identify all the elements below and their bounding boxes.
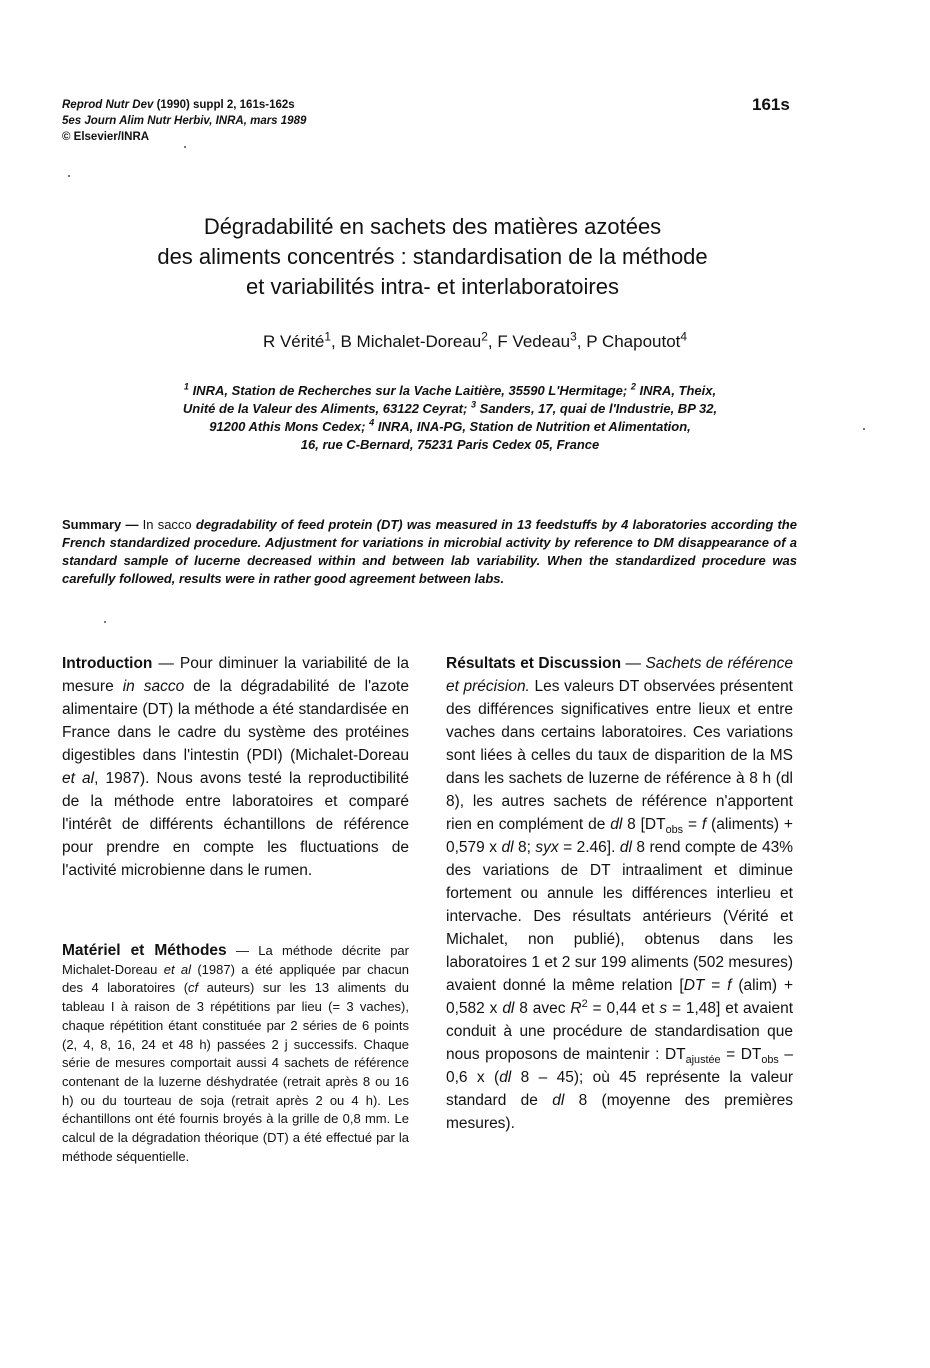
results-em: R — [570, 1000, 582, 1017]
title-line-1: Dégradabilité en sachets des matières azotées — [203, 214, 662, 239]
affiliation-text: 91200 Athis Mons Cedex; — [209, 419, 366, 434]
results-em: f — [727, 977, 732, 994]
results-superscript: 2 — [581, 997, 588, 1010]
methods-em: cf — [188, 980, 199, 996]
author-2: B Michalet-Doreau — [340, 332, 482, 351]
results-em: dl — [501, 839, 514, 856]
results-em: syx — [535, 839, 559, 856]
results-text: (aliments) + 0,579 x — [446, 816, 793, 856]
methods-section — [62, 942, 409, 1166]
article-title — [60, 212, 805, 302]
affiliation-text: Unité de la Valeur des Aliments, 63122 Ceyrat; — [182, 401, 468, 416]
results-em: dl — [619, 839, 632, 856]
summary-text: degradability of feed protein (DT) was measured in 13 feedstuffs by 4 laboratories according the French standardized procedure. Adjustment for variations in microbial activity by reference to DM disappearance of a standard sample of lucerne decreased within and between lab variability. When the standardized procedure was carefully followed, results were in rather good agreement between labs. — [62, 517, 797, 586]
methods-text: (1987) a été appliquée par chacun des 4 laboratoires ( — [62, 961, 409, 996]
methods-text: La méthode décrite par Michalet-Doreau — [62, 943, 409, 977]
journal-name: Reprod Nutr Dev — [62, 99, 154, 111]
introduction-em: et al — [62, 770, 95, 787]
scan-speck — [68, 175, 70, 177]
journal-header — [62, 97, 306, 145]
author-3: F Vedeau — [497, 332, 571, 351]
introduction-text: Pour diminuer la variabilité de la mesure — [62, 655, 409, 695]
results-subheading: Sachets de référence et précision. — [446, 655, 794, 695]
results-em: s — [659, 1000, 668, 1017]
results-em: dl — [499, 1069, 512, 1086]
summary — [62, 516, 797, 588]
results-text: = DT — [720, 1046, 762, 1063]
affiliation-text: Sanders, 17, quai de l'Industrie, BP 32, — [479, 401, 718, 416]
results-text: = 2.46]. — [558, 839, 620, 856]
results-text: 8 rend compte de 43% des variations de DT intraaliment et diminue fortement ou annule les différences interlieu et intervache. Des résultats antérieurs (Vérité et Michalet, non publié), obtenus dans les laboratoires 1 et 2 sur 199 aliments (502 mesures) avaient donné la même relation [ — [446, 839, 793, 994]
results-text: 8; — [513, 839, 536, 856]
methods-heading: Matériel et Méthodes — [62, 942, 227, 959]
results-text: – 0,6 x ( — [446, 1046, 793, 1086]
results-subscript: obs — [761, 1054, 779, 1067]
author-2-affil: 2 — [481, 329, 488, 344]
introduction-text: , 1987). Nous avons testé la reproductibilité de la méthode entre laboratoires et comparé l'intérêt de différents échantillons de référence pour prendre en compte les fluctuations de l'activité microbienne dans le rumen. — [62, 770, 409, 879]
affil-marker: 3 — [470, 399, 477, 410]
scan-speck — [863, 428, 865, 430]
results-text: = — [704, 977, 728, 994]
author-1: R Vérité — [262, 332, 325, 351]
results-em: dl — [610, 816, 623, 833]
page-number: 161s — [752, 95, 790, 114]
results-text: (alim) + 0,582 x — [446, 977, 793, 1017]
results-text: 8 (moyenne des premières mesures). — [446, 1092, 793, 1132]
title-line-2: des aliments concentrés : standardisation de la méthode — [157, 244, 708, 269]
affil-marker: 2 — [630, 381, 636, 392]
results-subscript: ajustée — [685, 1054, 721, 1067]
author-4-affil: 4 — [680, 329, 688, 344]
results-em: dl — [502, 1000, 515, 1017]
affil-marker: 1 — [183, 381, 189, 392]
affiliation-line-3 — [90, 418, 810, 436]
results-heading: Résultats et Discussion — [446, 655, 622, 672]
citation: (1990) suppl 2, 161s-162s — [156, 99, 295, 111]
title-line-3: et variabilités intra- et interlaboratoires — [246, 274, 619, 299]
affil-marker: 4 — [369, 417, 375, 428]
methods-em: et al — [163, 961, 192, 977]
methods-text: auteurs) sur les 13 aliments du tableau I à raison de 3 répétitions par lieu (= 3 vaches), chaque répétition étant constituée par 2 séries de 6 points (2, 4, 8, 16, 24 et 48 h) passées 2 j successifs. Chaque série de mesures comportait aussi 4 sachets de référence contenant de la luzerne déshydratée (retrait après 8 ou 16 h) ou du tourteau de soja (retrait après 2 ou 4 h). Les échantillons ont été fournis broyés à la grille de 0,8 mm. Le calcul de la dégradation théorique (DT) a été effectué par la méthode séquentielle. — [62, 980, 410, 1164]
results-subscript: obs — [665, 824, 684, 837]
author-4: P Chapoutot — [586, 332, 681, 351]
citation-line — [62, 97, 306, 113]
summary-heading: Summary — — [62, 517, 139, 532]
scan-speck — [104, 621, 106, 623]
results-text: Les valeurs DT observées présentent des différences significatives entre lieux et entre vaches dans certains laboratoires. Ces variations sont liées à celles du taux de disparition de la MS dans les sachets de luzerne de référence à 8 h (dl 8), les autres sachets de référence n'apportent rien en complément de — [446, 678, 793, 833]
scan-speck — [184, 146, 186, 148]
results-em: f — [701, 816, 707, 833]
introduction-heading: Introduction — [62, 655, 153, 672]
introduction-em: in sacco — [122, 678, 185, 695]
results-text: 8 avec — [514, 1000, 571, 1017]
meeting-line: 5es Journ Alim Nutr Herbiv, INRA, mars 1989 — [62, 115, 307, 127]
results-text: = — [683, 816, 702, 833]
affiliation-line-1 — [90, 382, 810, 400]
results-section — [446, 652, 793, 1135]
results-em: dl — [552, 1092, 565, 1109]
author-list: R Vérité$^1$, B Michalet-Doreau$^2$, F Vedeau$^3$, P Chapoutot$^4$ — [262, 329, 688, 351]
affiliation-line-2 — [90, 400, 810, 418]
affiliations — [90, 382, 810, 454]
results-text: = 0,44 et — [587, 1000, 660, 1017]
affiliation-text: INRA, Theix, — [639, 383, 717, 398]
dash: — — [621, 655, 646, 672]
author-1-affil: 1 — [324, 329, 332, 344]
dash: — — [226, 943, 259, 958]
results-text: 8 – 45); où 45 représente la valeur standard de — [446, 1069, 793, 1109]
affiliation-text: INRA, Station de Recherches sur la Vache Laitière, 35590 L'Hermitage; — [192, 383, 628, 398]
introduction-text: de la dégradabilité de l'azote alimentaire (DT) la méthode a été standardisée en France dans le cadre du système des protéines digestibles dans l'intestin (PDI) (Michalet-Doreau — [62, 678, 409, 764]
dash: — — [152, 655, 180, 672]
summary-in-sacco: In sacco — [142, 517, 192, 532]
results-em: DT — [683, 977, 705, 994]
affiliation-line-4: 16, rue C-Bernard, 75231 Paris Cedex 05, France — [300, 437, 600, 452]
copyright-line: © Elsevier/INRA — [62, 131, 150, 143]
introduction-section — [62, 652, 409, 882]
affiliation-text: INRA, INA-PG, Station de Nutrition et Alimentation, — [377, 419, 691, 434]
author-3-affil: 3 — [570, 329, 577, 344]
results-text: = 1,48] et avaient conduit à une procédure de standardisation que nous proposons de maintenir : DT — [446, 1000, 794, 1063]
results-text: 8 [DT — [622, 816, 666, 833]
